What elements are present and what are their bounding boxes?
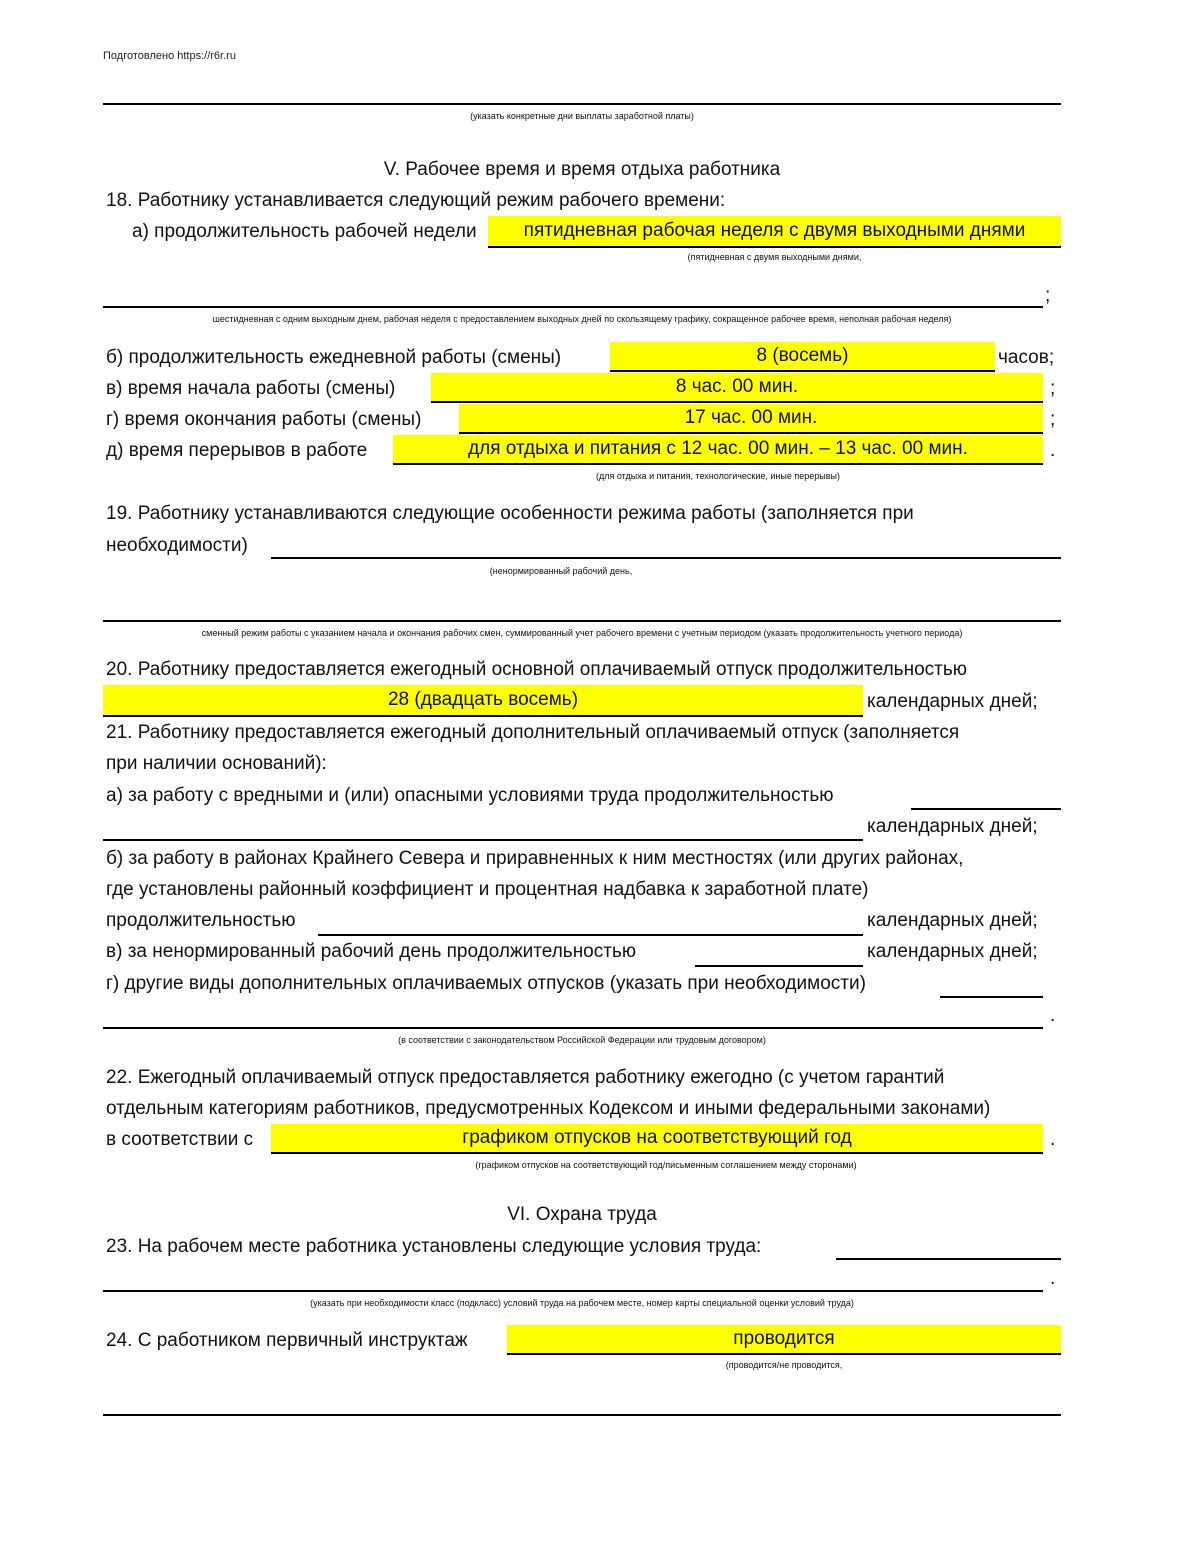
work-regime-line-1[interactable] xyxy=(271,557,1061,559)
other-leave-line-2[interactable] xyxy=(103,1027,1043,1029)
work-week-label: а) продолжительность рабочей недели xyxy=(132,221,477,242)
work-week-line-2[interactable] xyxy=(103,306,1043,308)
work-week-caption-1: (пятидневная с двумя выходными днями, xyxy=(687,252,862,262)
work-conditions-suffix: . xyxy=(1050,1268,1056,1289)
daily-work-field[interactable] xyxy=(610,342,995,372)
breaks-suffix: . xyxy=(1050,440,1056,461)
harmful-line-2[interactable] xyxy=(103,839,863,841)
item-22-line-2: отдельным категориям работников, предусмотренных Кодексом и иными федеральными законами) xyxy=(106,1098,991,1119)
harmful-label: а) за работу с вредными и (или) опасными условиями труда продолжительностью xyxy=(106,785,834,806)
daily-work-suffix: часов; xyxy=(998,347,1055,368)
item-21-line-2: при наличии оснований): xyxy=(106,753,327,774)
irregular-suffix: календарных дней; xyxy=(867,941,1038,962)
other-leave-line-1[interactable] xyxy=(940,996,1043,998)
breaks-label: д) время перерывов в работе xyxy=(106,440,368,461)
briefing-caption: (проводится/не проводится, xyxy=(725,1360,843,1370)
section-6-title: VI. Охрана труда xyxy=(507,1204,657,1225)
north-line-3: продолжительностью xyxy=(106,910,296,931)
work-regime-line-2[interactable] xyxy=(103,620,1061,622)
end-time-label: г) время окончания работы (смены) xyxy=(106,409,422,430)
other-leave-suffix: . xyxy=(1050,1005,1056,1026)
other-leave-caption: (в соответствии с законодательством Российской Федерации или трудовым договором) xyxy=(398,1035,766,1045)
daily-work-label: б) продолжительность ежедневной работы (смены) xyxy=(106,347,562,368)
main-leave-value: 28 (двадцать восемь) xyxy=(387,689,579,710)
daily-work-value: 8 (восемь) xyxy=(756,345,849,366)
item-23-line-1: 23. На рабочем месте работника установлены следующие условия труда: xyxy=(106,1236,762,1257)
briefing-field[interactable] xyxy=(507,1325,1061,1355)
other-leave-label: г) другие виды дополнительных оплачиваемых отпусков (указать при необходимости) xyxy=(106,973,866,994)
work-conditions-line-1[interactable] xyxy=(836,1258,1061,1260)
work-regime-caption-1: (ненормированный рабочий день, xyxy=(489,566,633,576)
watermark: Подготовлено https://r6r.ru xyxy=(103,50,236,62)
north-line-2: где установлены районный коэффициент и процентная надбавка к заработной плате) xyxy=(106,879,869,900)
harmful-suffix: календарных дней; xyxy=(867,816,1038,837)
irregular-label: в) за ненормированный рабочий день продолжительностью xyxy=(106,941,637,962)
end-time-suffix: ; xyxy=(1050,409,1056,430)
north-field[interactable] xyxy=(318,934,863,936)
briefing-value: проводится xyxy=(733,1328,835,1349)
start-time-label: в) время начала работы (смены) xyxy=(106,378,396,399)
irregular-field[interactable] xyxy=(695,965,863,967)
work-week-field[interactable] xyxy=(488,216,1061,248)
leave-schedule-caption: (графиком отпусков на соответствующий год/письменным соглашением между сторонами) xyxy=(475,1160,857,1170)
work-conditions-caption: (указать при необходимости класс (подкласс) условий труда на рабочем месте, номер карты специальной оценки условий труда) xyxy=(310,1298,854,1308)
leave-schedule-field[interactable] xyxy=(271,1124,1043,1154)
harmful-line-1[interactable] xyxy=(911,808,1061,810)
item-19-line-2: необходимости) xyxy=(106,535,248,556)
item-22-line-1: 22. Ежегодный оплачиваемый отпуск предоставляется работнику ежегодно (с учетом гарантий xyxy=(106,1067,945,1088)
work-week-value: пятидневная рабочая неделя с двумя выходными днями xyxy=(523,220,1026,241)
work-conditions-line-2[interactable] xyxy=(103,1290,1043,1292)
briefing-label: 24. С работником первичный инструктаж xyxy=(106,1330,468,1351)
main-leave-field[interactable] xyxy=(103,685,863,717)
salary-days-caption: (указать конкретные дни выплаты заработной платы) xyxy=(470,111,694,121)
start-time-field[interactable] xyxy=(431,373,1043,403)
breaks-value: для отдыха и питания с 12 час. 00 мин. – 13 час. 00 мин. xyxy=(468,438,968,459)
salary-days-line[interactable] xyxy=(103,103,1061,105)
north-line-1: б) за работу в районах Крайнего Севера и приравненных к ним местностях (или других районах, xyxy=(106,848,964,869)
leave-schedule-value: графиком отпусков на соответствующий год xyxy=(462,1127,852,1148)
work-week-caption-2: шестидневная с одним выходным днем, рабочая неделя с предоставлением выходных дней по скользящему графику, сокращенное рабочее время, неполная рабочая неделя) xyxy=(212,314,952,324)
end-time-field[interactable] xyxy=(459,404,1043,434)
breaks-caption: (для отдыха и питания, технологические, иные перерывы) xyxy=(596,471,840,481)
end-time-value: 17 час. 00 мин. xyxy=(684,407,818,428)
item-21-line-1: 21. Работнику предоставляется ежегодный дополнительный оплачиваемый отпуск (заполняется xyxy=(106,722,960,743)
section-5-title: V. Рабочее время и время отдыха работника xyxy=(383,159,781,180)
start-time-suffix: ; xyxy=(1050,378,1056,399)
leave-schedule-suffix: . xyxy=(1050,1129,1056,1150)
item-22-line-3: в соответствии с xyxy=(106,1129,254,1150)
work-week-semicolon: ; xyxy=(1045,285,1051,306)
work-regime-caption-2: сменный режим работы с указанием начала и окончания рабочих смен, суммированный учет рабочего времени с учетным периодом (указать продолжительность учетного периода) xyxy=(201,628,963,638)
briefing-line-2[interactable] xyxy=(103,1414,1061,1416)
start-time-value: 8 час. 00 мин. xyxy=(675,376,799,397)
item-18-title: 18. Работнику устанавливается следующий режим рабочего времени: xyxy=(106,190,726,211)
north-suffix: календарных дней; xyxy=(867,910,1038,931)
item-19-line-1: 19. Работнику устанавливаются следующие особенности режима работы (заполняется при xyxy=(106,503,914,524)
main-leave-suffix: календарных дней; xyxy=(867,691,1038,712)
breaks-field[interactable] xyxy=(393,435,1043,465)
item-20-line-1: 20. Работнику предоставляется ежегодный основной оплачиваемый отпуск продолжительностью xyxy=(106,659,967,680)
